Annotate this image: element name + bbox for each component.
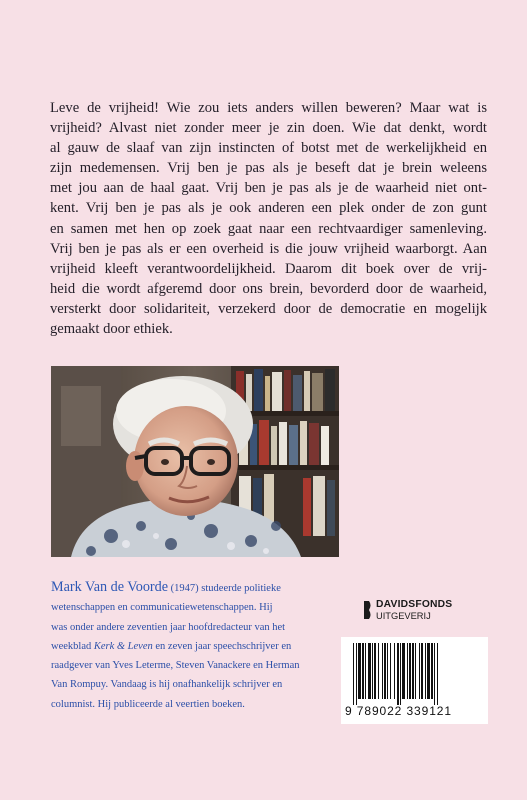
blurb-line: Leve de vrijheid! Wie zou iets anders willen beweren? Maar wat is (50, 100, 487, 116)
magazine-title: Kerk & Leven (93, 640, 153, 652)
blurb-line: vrijheid kleeft verantwoordelijkheid. Daarom dit boek over de vrij- (50, 260, 487, 277)
bio-line: Mark Van de Voorde (1947) studeerde politieke (51, 579, 281, 595)
bio-line: columnist. Hij publiceerde al veertien boeken. (51, 698, 245, 710)
blurb-text (50, 98, 487, 339)
blurb-line: kent. Vrij ben je pas als je ook anderen een plek onder de zon gunt (50, 200, 487, 217)
bio-line: weekblad Kerk & Leven en zeven jaar speechschrijver en (51, 640, 292, 652)
isbn-digits: 9 789022 339121 (345, 704, 452, 718)
blurb-line: versterkt door solidariteit, verzekerd door de democratie en mogelijk (50, 300, 487, 317)
author-bio (51, 578, 341, 714)
bio-line: wetenschappen en communicatiewetenschappen. Hij (51, 602, 273, 614)
publisher-name: DAVIDSFONDS (376, 599, 453, 610)
publisher-logo (363, 598, 493, 624)
blurb-line: en samen met hen op zoek gaat naar een rechtvaardiger samenleving. (50, 220, 487, 237)
author-portrait-icon (51, 366, 339, 557)
isbn-barcode (341, 637, 488, 724)
blurb-line: vrijheid? Alvast niet zonder meer je zin doen. Wie dat denkt, wordt (50, 120, 487, 137)
blurb-line: zijn medemensen. Vrij ben je pas als je beseft dat je brein weleens (50, 160, 487, 177)
blurb-line: heid die wordt afgeremd door ons brein, bevorderd door de waarheid, (50, 280, 487, 297)
bio-line: raadgever van Yves Leterme, Steven Vanackere en Herman (51, 660, 300, 672)
author-years: (1947) (170, 583, 199, 594)
publisher-sub: UITGEVERIJ (376, 611, 431, 621)
bio-line: was onder andere zeventien jaar hoofdredacteur van het (51, 621, 286, 633)
author-name: Mark Van de Voorde (51, 579, 169, 595)
author-photo (51, 366, 339, 557)
bio-line: Van Rompuy. Vandaag is hij onafhankelijk schrijver en (51, 679, 283, 691)
blurb-line: gemaakt door ethiek. (50, 321, 173, 338)
blurb-line: met jou aan de haal gaat. Vrij ben je pas als je de waarheid niet ont- (50, 180, 487, 197)
blurb-line: al gauw de slaaf van zijn instincten of botst met de werkelijkheid en (50, 140, 487, 157)
blurb-line: Vrij ben je pas als er een overheid is die jouw vrijheid waarborgt. Aan (50, 240, 487, 257)
davidsfonds-logo-icon (363, 600, 373, 620)
